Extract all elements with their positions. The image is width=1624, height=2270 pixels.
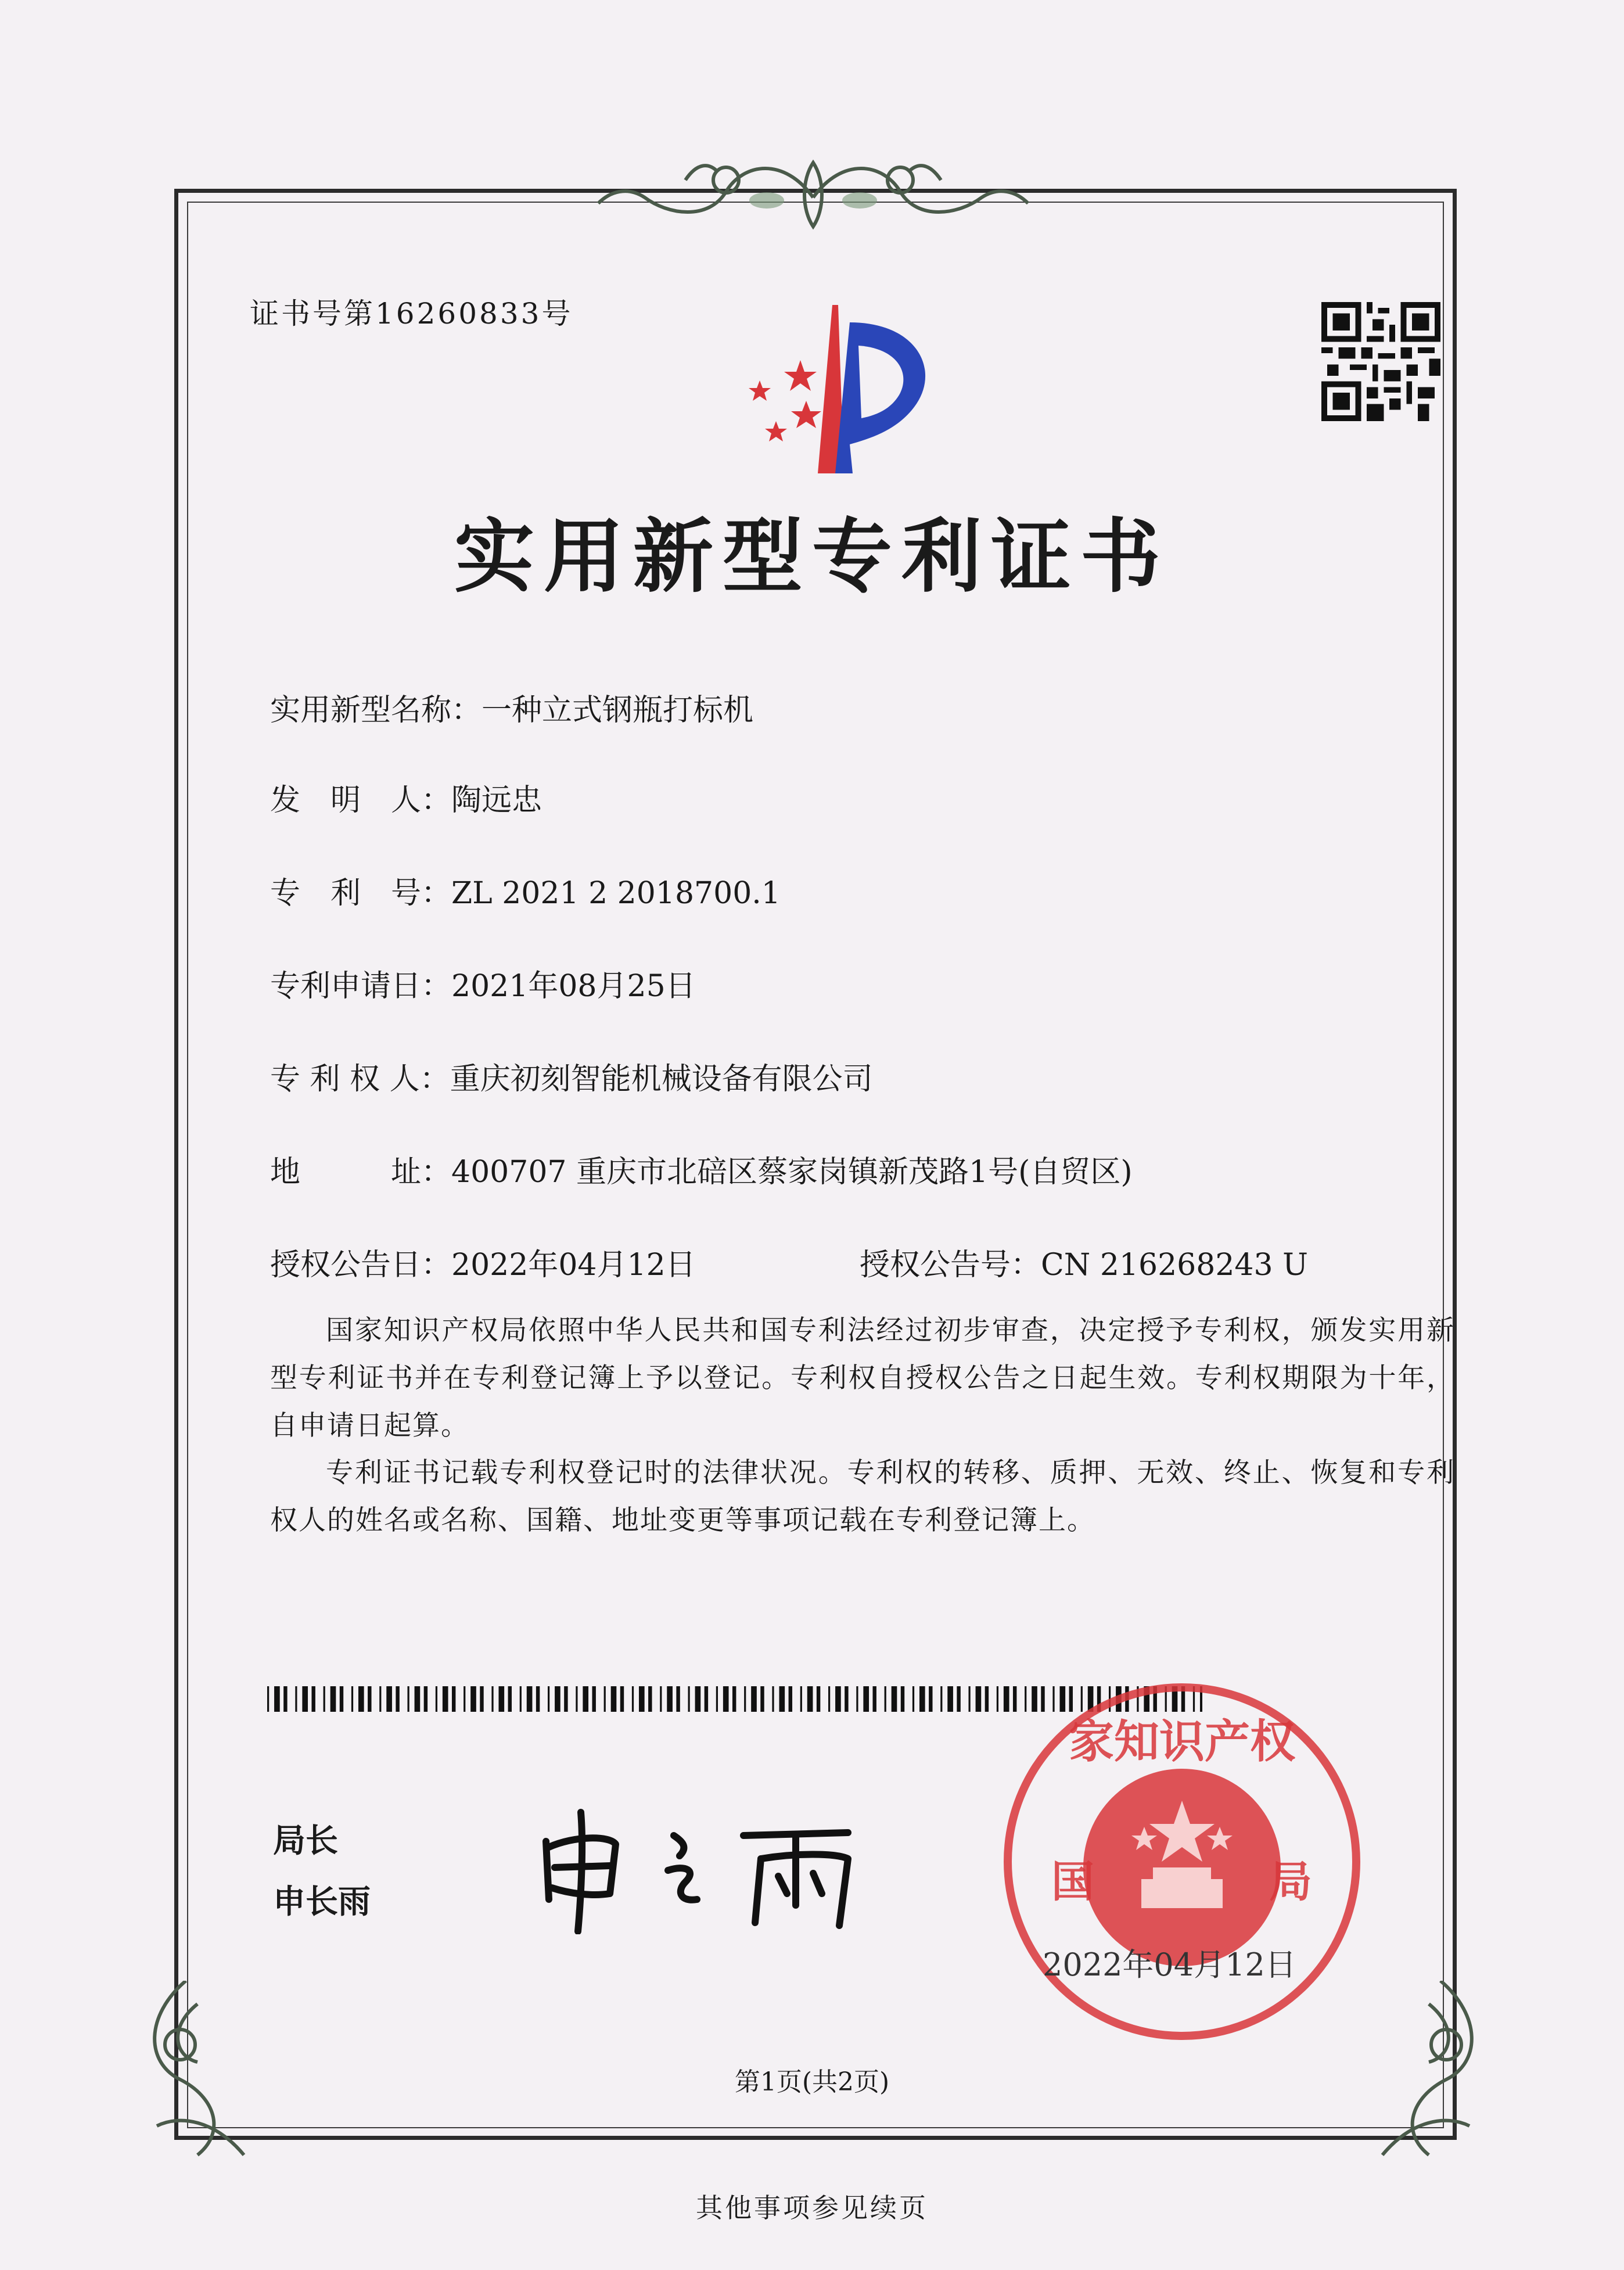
- statement-paragraph-1: 国家知识产权局依照中华人民共和国专利法经过初步审查，决定授予专利权，颁发实用新型专利证书并在专利登记簿上予以登记。专利权自授权公告之日起生效。专利权期限为十年，自申请日起算。: [270, 1314, 1455, 1442]
- barcode-bar: [408, 1686, 409, 1712]
- barcode-bar: [828, 1686, 830, 1712]
- barcode-bar: [705, 1686, 708, 1712]
- barcode-bar: [751, 1686, 757, 1712]
- barcode-bar: [424, 1686, 427, 1712]
- official-seal: [996, 1676, 1368, 2048]
- barcode-bar: [491, 1686, 493, 1712]
- field-application-date: [270, 961, 696, 1005]
- field-value: ZL 2021 2 2018700.1: [451, 876, 781, 911]
- barcode-bar: [632, 1686, 634, 1712]
- barcode-bar: [772, 1686, 774, 1712]
- barcode-bar: [480, 1686, 483, 1712]
- barcode-bar: [789, 1686, 792, 1712]
- barcode-bar: [604, 1686, 606, 1712]
- barcode-bar: [620, 1686, 624, 1712]
- barcode-bar: [555, 1686, 561, 1712]
- field-label: 专利申请日：: [270, 969, 452, 1004]
- barcode-bar: [732, 1686, 736, 1712]
- svg-text:局: 局: [1269, 1857, 1312, 1907]
- barcode-bar: [302, 1686, 308, 1712]
- barcode-bar: [779, 1686, 785, 1712]
- barcode-bar: [723, 1686, 729, 1712]
- barcode-bar: [576, 1686, 577, 1712]
- barcode-bar: [583, 1686, 588, 1712]
- barcode-bar: [901, 1686, 904, 1712]
- field-label: 发 明 人：: [270, 783, 452, 818]
- field-value: 2022年04月12日: [451, 1248, 696, 1283]
- barcode-bar: [295, 1686, 297, 1712]
- field-label: 专 利 权 人：: [270, 1062, 450, 1097]
- qr-code-icon: [1321, 302, 1440, 421]
- barcode-bar: [976, 1686, 982, 1712]
- barcode-bar: [508, 1686, 512, 1712]
- barcode-bar: [415, 1686, 421, 1712]
- barcode-bar: [548, 1686, 549, 1712]
- barcode-bar: [856, 1686, 858, 1712]
- barcode-bar: [760, 1686, 764, 1712]
- barcode-bar: [648, 1686, 652, 1712]
- barcode-bar: [283, 1686, 287, 1712]
- barcode-bar: [443, 1686, 448, 1712]
- barcode-bar: [985, 1686, 989, 1712]
- barcode-bar: [470, 1686, 476, 1712]
- barcode-bar: [396, 1686, 399, 1712]
- field-value: 重庆初刻智能机械设备有限公司: [450, 1062, 873, 1097]
- field-value: CN 216268243 U: [1041, 1248, 1308, 1283]
- barcode-bar: [957, 1686, 960, 1712]
- field-label: 实用新型名称：: [270, 693, 482, 728]
- field-address: [270, 1147, 1133, 1191]
- certificate-number: 证书号第16260833号: [250, 297, 573, 331]
- barcode-bar: [311, 1686, 315, 1712]
- barcode-bar: [386, 1686, 392, 1712]
- barcode-bar: [744, 1686, 746, 1712]
- footer-note: 其他事项参见续页: [696, 2192, 928, 2224]
- barcode-bar: [716, 1686, 718, 1712]
- barcode-bar: [892, 1686, 897, 1712]
- barcode-bar: [324, 1686, 325, 1712]
- field-value: 2021年08月25日: [451, 969, 696, 1004]
- barcode-bar: [835, 1686, 841, 1712]
- handwritten-signature: [523, 1801, 883, 1934]
- barcode-bar: [676, 1686, 680, 1712]
- barcode-bar: [919, 1686, 925, 1712]
- cnipa-logo-icon: [725, 299, 951, 473]
- barcode-bar: [592, 1686, 595, 1712]
- barcode-bar: [845, 1686, 848, 1712]
- barcode-bar: [688, 1686, 690, 1712]
- statement-paragraph-2: 专利证书记载专利权登记时的法律状况。专利权的转移、质押、无效、终止、恢复和专利权人的姓名或名称、国籍、地址变更等事项记载在专利登记簿上。: [270, 1457, 1455, 1536]
- barcode-bar: [929, 1686, 932, 1712]
- barcode-bar: [639, 1686, 645, 1712]
- barcode-bar: [940, 1686, 942, 1712]
- barcode-bar: [885, 1686, 886, 1712]
- barcode-bar: [660, 1686, 662, 1712]
- barcode-bar: [368, 1686, 371, 1712]
- field-label: 授权公告日：: [270, 1248, 452, 1283]
- barcode-bar: [340, 1686, 343, 1712]
- director-title: 局长: [273, 1822, 338, 1860]
- barcode-bar: [695, 1686, 701, 1712]
- svg-text:国: 国: [1051, 1857, 1094, 1907]
- field-utility-model-name: [270, 685, 753, 729]
- barcode-bar: [267, 1686, 269, 1712]
- field-value: 400707 重庆市北碚区蔡家岗镇新茂路1号(自贸区): [451, 1155, 1133, 1190]
- barcode-bar: [969, 1686, 971, 1712]
- field-patentee: [270, 1054, 873, 1098]
- field-patent-number: [270, 868, 781, 912]
- field-inventor: [270, 775, 542, 819]
- barcode-bar: [800, 1686, 802, 1712]
- barcode-bar: [330, 1686, 336, 1712]
- barcode-bar: [452, 1686, 455, 1712]
- barcode-bar: [358, 1686, 364, 1712]
- barcode-bar: [379, 1686, 381, 1712]
- barcode-bar: [611, 1686, 617, 1712]
- page-number: 第1页(共2页): [734, 2067, 890, 2097]
- barcode-bar: [872, 1686, 876, 1712]
- seal-date: 2022年04月12日: [1043, 1946, 1296, 1983]
- barcode-bar: [947, 1686, 953, 1712]
- field-label: 授权公告号：: [860, 1248, 1041, 1283]
- barcode-bar: [667, 1686, 673, 1712]
- barcode-bar: [863, 1686, 869, 1712]
- director-name: 申长雨: [273, 1883, 371, 1921]
- barcode-bar: [436, 1686, 437, 1712]
- barcode-bar: [817, 1686, 820, 1712]
- barcode-bar: [536, 1686, 540, 1712]
- field-value: 陶远忠: [451, 783, 542, 818]
- barcode-bar: [351, 1686, 353, 1712]
- barcode-bar: [912, 1686, 914, 1712]
- barcode-bar: [464, 1686, 465, 1712]
- certificate-title: 实用新型专利证书: [454, 510, 1170, 604]
- top-ornament-icon: [592, 145, 1034, 232]
- seal-text-top: 家知识产权: [1068, 1716, 1296, 1768]
- field-grant-date: [270, 1240, 696, 1284]
- field-value: 一种立式钢瓶打标机: [482, 693, 754, 728]
- field-label: 地 址：: [270, 1155, 452, 1190]
- barcode-bar: [520, 1686, 522, 1712]
- barcode-bar: [498, 1686, 504, 1712]
- field-grant-number: [860, 1240, 1308, 1284]
- barcode-bar: [807, 1686, 813, 1712]
- field-label: 专 利 号：: [270, 876, 452, 911]
- barcode-bar: [527, 1686, 533, 1712]
- barcode-bar: [274, 1686, 280, 1712]
- barcode-bar: [564, 1686, 567, 1712]
